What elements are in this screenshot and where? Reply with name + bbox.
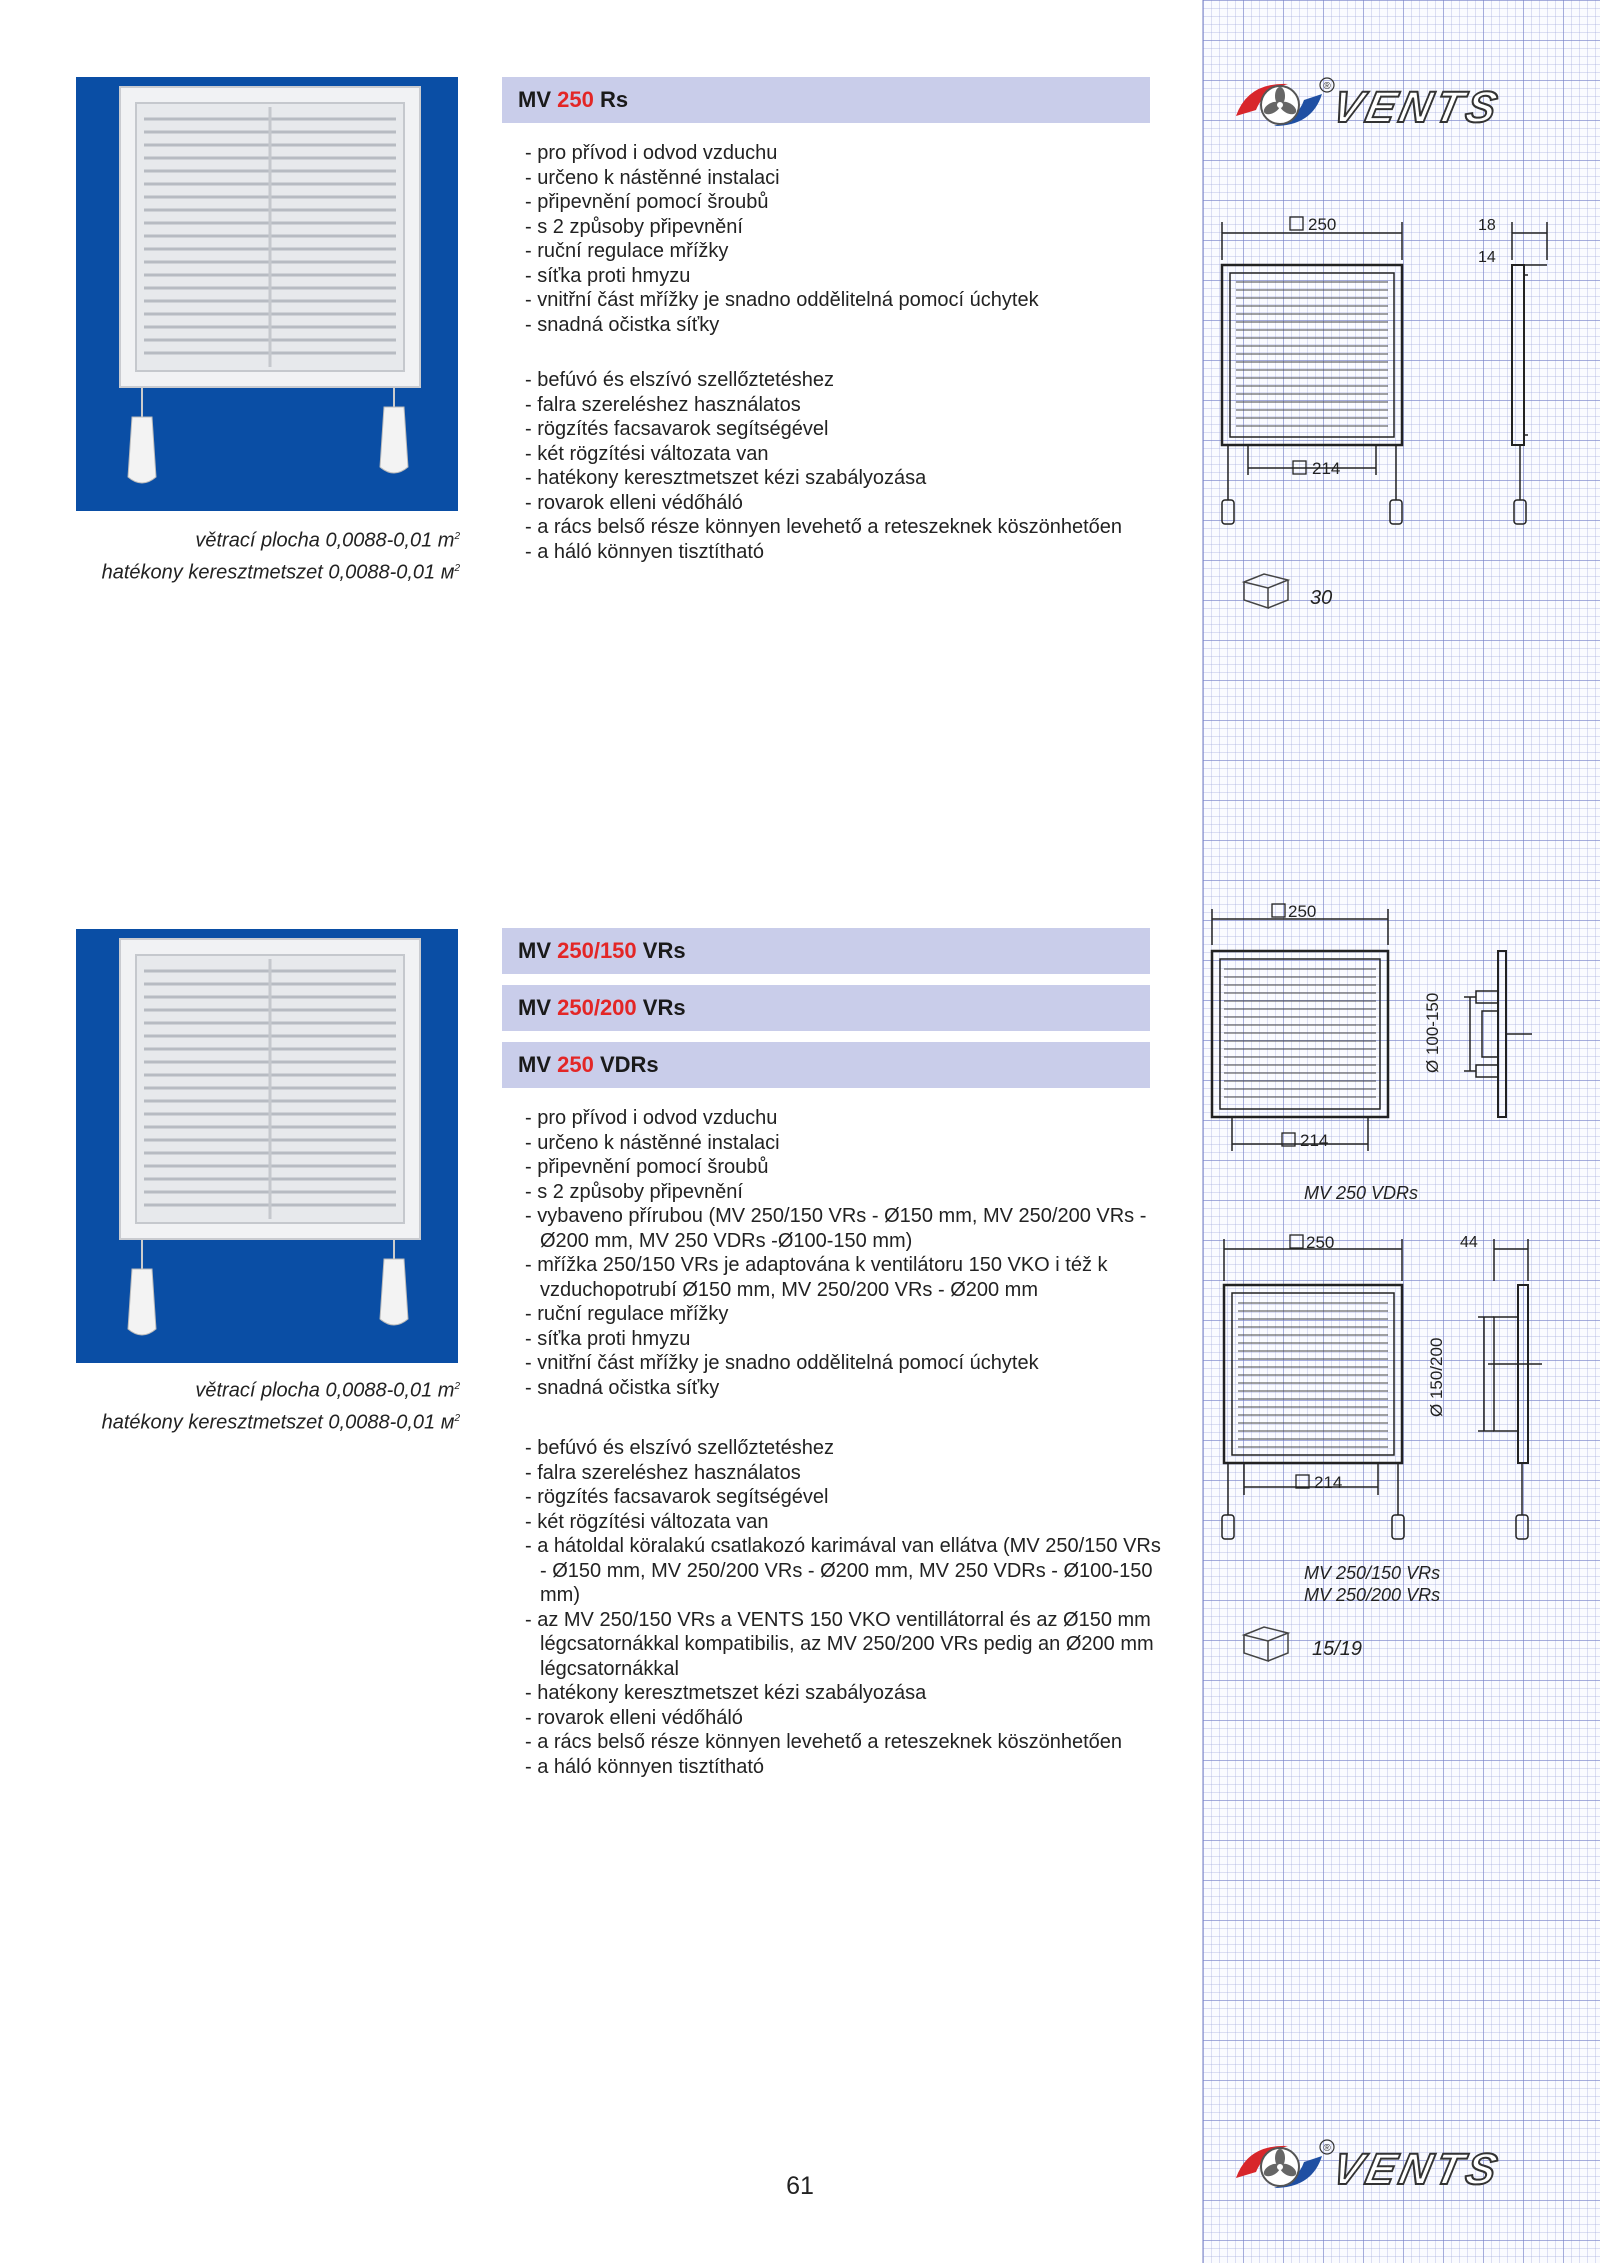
dim-inner-214: 214	[1312, 459, 1341, 478]
model-label-vdrs: MV 250 VDRs	[1304, 1183, 1419, 1203]
registered-mark: ®	[1323, 81, 1331, 92]
feature-item: - síťka proti hmyzu	[525, 264, 1165, 289]
feature-item: - síťka proti hmyzu	[525, 1327, 1165, 1352]
feature-item: - pro přívod i odvod vzduchu	[525, 1106, 1165, 1131]
feature-item: - rögzítés facsavarok segítségével	[525, 417, 1165, 442]
feature-item: - a hátoldal köralakú csatlakozó karimával van ellátva (MV 250/150 VRs - Ø150 mm, MV 250/200 VRs - Ø200 mm, MV 250 VDRs - Ø100-150 mm)	[525, 1534, 1165, 1608]
feature-item: - snadná očistka síťky	[525, 1376, 1165, 1401]
feature-item: - az MV 250/150 VRs a VENTS 150 VKO ventillátorral és az Ø150 mm légcsatornákkal kompatibilis, az MV 250/200 VRs pedig an Ø200 mm légcsatornákkal	[525, 1608, 1165, 1682]
feature-item: - a háló könnyen tisztítható	[525, 1755, 1165, 1780]
feature-item: - pro přívod i odvod vzduchu	[525, 141, 1165, 166]
technical-drawing-mv250vdrs	[1202, 895, 1600, 1215]
product-title-mv250vdrs: MV 250 VDRs	[502, 1042, 1150, 1088]
model-label-vrs-200: MV 250/200 VRs	[1304, 1585, 1441, 1605]
feature-item: - rovarok elleni védőháló	[525, 1706, 1165, 1731]
feature-item: - két rögzítési változata van	[525, 1510, 1165, 1535]
vents-logo-top	[1228, 76, 1568, 132]
caption-ventilation-area: větrací plocha 0,0088-0,01 $m^2$	[195, 1379, 460, 1402]
feature-item: - mřížka 250/150 VRs je adaptována k ventilátoru 150 VKO i též k vzduchopotrubí Ø150 mm, MV 250/200 VRs - Ø200 mm	[525, 1253, 1165, 1302]
feature-item: - falra szereléshez használatos	[525, 393, 1165, 418]
feature-item: - vnitřní část mřížky je snadno oddělitelná pomocí úchytek	[525, 1351, 1165, 1376]
feature-item: - snadná očistka síťky	[525, 313, 1165, 338]
feature-list-cz-mv250rs	[525, 141, 1165, 337]
feature-list-hu-mv250vrs	[525, 1436, 1165, 1779]
vents-logo-bottom	[1228, 2138, 1568, 2194]
caption-ventilation-area: větrací plocha 0,0088-0,01 $m^2$	[195, 529, 460, 552]
feature-item: - určeno k nástěnné instalaci	[525, 166, 1165, 191]
dim-inner-214: 214	[1314, 1473, 1343, 1492]
dim-depth-14: 14	[1478, 249, 1496, 266]
registered-mark: ®	[1323, 2143, 1331, 2154]
feature-item: - vybaveno přírubou (MV 250/150 VRs - Ø150 mm, MV 250/200 VRs - Ø200 mm, MV 250 VDRs -Ø100-150 mm)	[525, 1204, 1165, 1253]
brand-name: VENTS	[1328, 83, 1506, 132]
feature-item: - két rögzítési változata van	[525, 442, 1165, 467]
feature-item: - a rács belső része könnyen levehető a reteszeknek köszönhetően	[525, 1730, 1165, 1755]
feature-list-cz-mv250vrs	[525, 1106, 1165, 1400]
dim-depth-18: 18	[1478, 217, 1496, 234]
dim-outer-250: 250	[1308, 215, 1337, 234]
feature-item: - ruční regulace mřížky	[525, 239, 1165, 264]
caption-effective-section: hatékony keresztmetszet 0,0088-0,01 $м^2$	[101, 561, 460, 584]
pack-quantity: 30	[1310, 587, 1333, 609]
box-icon	[1244, 574, 1288, 608]
feature-item: - befúvó és elszívó szellőztetéshez	[525, 368, 1165, 393]
product-title-mv250-200vrs: MV 250/200 VRs	[502, 985, 1150, 1031]
feature-item: - hatékony keresztmetszet kézi szabályozása	[525, 1681, 1165, 1706]
model-label-vrs-150: MV 250/150 VRs	[1304, 1563, 1441, 1583]
product-photo-mv250vrs	[76, 929, 458, 1363]
feature-item: - určeno k nástěnné instalaci	[525, 1131, 1165, 1156]
feature-item: - ruční regulace mřížky	[525, 1302, 1165, 1327]
feature-item: - připevnění pomocí šroubů	[525, 190, 1165, 215]
caption-effective-section: hatékony keresztmetszet 0,0088-0,01 $м^2$	[101, 1411, 460, 1434]
dim-flange-150-200: Ø 150/200	[1427, 1337, 1446, 1417]
feature-item: - befúvó és elszívó szellőztetéshez	[525, 1436, 1165, 1461]
box-icon	[1244, 1627, 1288, 1661]
feature-item: - a rács belső része könnyen levehető a reteszeknek köszönhetően	[525, 515, 1165, 540]
feature-item: - rovarok elleni védőháló	[525, 491, 1165, 516]
dim-outer-250: 250	[1306, 1233, 1335, 1252]
dim-outer-250: 250	[1288, 902, 1317, 921]
dim-inner-214: 214	[1300, 1131, 1329, 1150]
pack-quantity: 15/19	[1312, 1638, 1363, 1660]
technical-drawing-mv250vrs	[1202, 1225, 1600, 1675]
dim-flange-100-150: Ø 100-150	[1423, 992, 1442, 1073]
product-title-mv250rs: MV 250 Rs	[502, 77, 1150, 123]
dim-depth-44: 44	[1460, 1234, 1478, 1251]
feature-item: - a háló könnyen tisztítható	[525, 540, 1165, 565]
feature-item: - připevnění pomocí šroubů	[525, 1155, 1165, 1180]
product-title-mv250-150vrs: MV 250/150 VRs	[502, 928, 1150, 974]
feature-item: - vnitřní část mřížky je snadno oddělitelná pomocí úchytek	[525, 288, 1165, 313]
feature-item: - falra szereléshez használatos	[525, 1461, 1165, 1486]
technical-drawing-mv250rs	[1202, 200, 1600, 620]
feature-item: - hatékony keresztmetszet kézi szabályozása	[525, 466, 1165, 491]
caption-area-mv250rs	[60, 523, 460, 586]
brand-name: VENTS	[1328, 2145, 1506, 2194]
page-number: 61	[786, 2172, 814, 2200]
feature-item: - rögzítés facsavarok segítségével	[525, 1485, 1165, 1510]
feature-item: - s 2 způsoby připevnění	[525, 215, 1165, 240]
feature-list-hu-mv250rs	[525, 368, 1165, 564]
feature-item: - s 2 způsoby připevnění	[525, 1180, 1165, 1205]
caption-area-mv250vrs	[60, 1373, 460, 1436]
product-photo-mv250rs	[76, 77, 458, 511]
